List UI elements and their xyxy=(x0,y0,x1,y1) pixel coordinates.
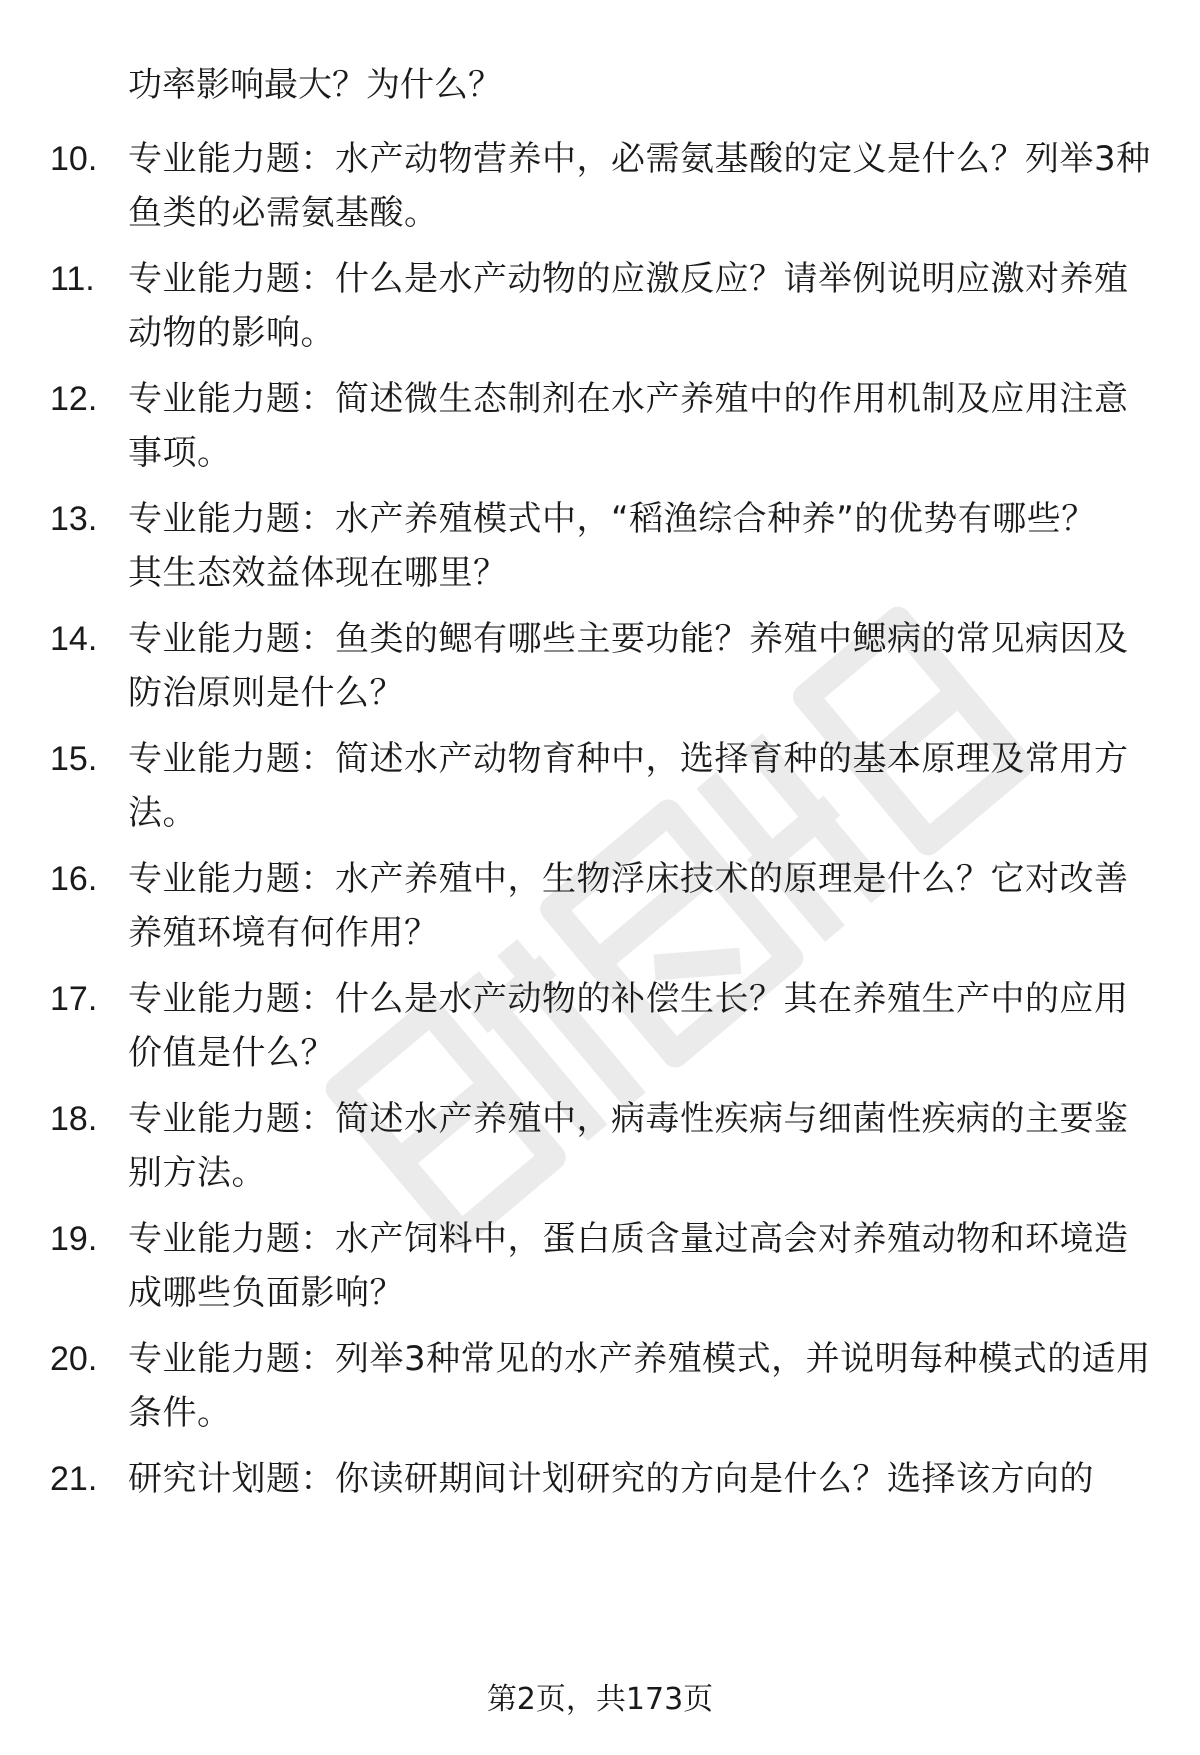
continuation-text: 功率影响最大？为什么？ xyxy=(128,65,502,105)
page-footer: 第2页，共173页 xyxy=(486,1682,714,1717)
item-number: 11. xyxy=(50,260,95,298)
item-number: 16. xyxy=(50,860,98,898)
item-number: 17. xyxy=(50,980,98,1018)
item-text: 专业能力题：列举3种常见的水产养殖模式，并说明每种模式的适用条件。 xyxy=(128,1339,1151,1433)
item-text: 专业能力题：简述水产养殖中，病毒性疾病与细菌性疾病的主要鉴别方法。 xyxy=(128,1099,1129,1193)
item-text: 专业能力题：水产养殖模式中，“稻渔综合种养”的优势有哪些？其生态效益体现在哪里？ xyxy=(128,499,1096,593)
item-number: 20. xyxy=(50,1340,98,1378)
item-number: 10. xyxy=(50,140,98,178)
item-number: 15. xyxy=(50,740,98,778)
item-text: 专业能力题：水产饲料中，蛋白质含量过高会对养殖动物和环境造成哪些负面影响？ xyxy=(128,1219,1129,1313)
item-number: 21. xyxy=(50,1460,98,1498)
item-text: 专业能力题：简述水产动物育种中，选择育种的基本原理及常用方法。 xyxy=(128,739,1129,833)
item-text: 专业能力题：鱼类的鳃有哪些主要功能？养殖中鳃病的常见病因及防治原则是什么？ xyxy=(128,619,1129,713)
item-text: 专业能力题：简述微生态制剂在水产养殖中的作用机制及应用注意事项。 xyxy=(128,379,1129,473)
item-number: 14. xyxy=(50,620,98,658)
item-number: 13. xyxy=(50,500,98,538)
item-text: 专业能力题：什么是水产动物的补偿生长？其在养殖生产中的应用价值是什么？ xyxy=(128,979,1129,1073)
item-text: 专业能力题：水产动物营养中，必需氨基酸的定义是什么？列举3种鱼类的必需氨基酸。 xyxy=(128,139,1151,233)
item-number: 12. xyxy=(50,380,98,418)
item-text: 研究计划题：你读研期间计划研究的方向是什么？选择该方向的 xyxy=(128,1459,1094,1499)
item-number: 18. xyxy=(50,1100,98,1138)
item-text: 专业能力题：什么是水产动物的应激反应？请举例说明应激对养殖动物的影响。 xyxy=(128,259,1129,353)
item-text: 专业能力题：水产养殖中，生物浮床技术的原理是什么？它对改善养殖环境有何作用？ xyxy=(128,859,1129,953)
item-number: 19. xyxy=(50,1220,98,1258)
